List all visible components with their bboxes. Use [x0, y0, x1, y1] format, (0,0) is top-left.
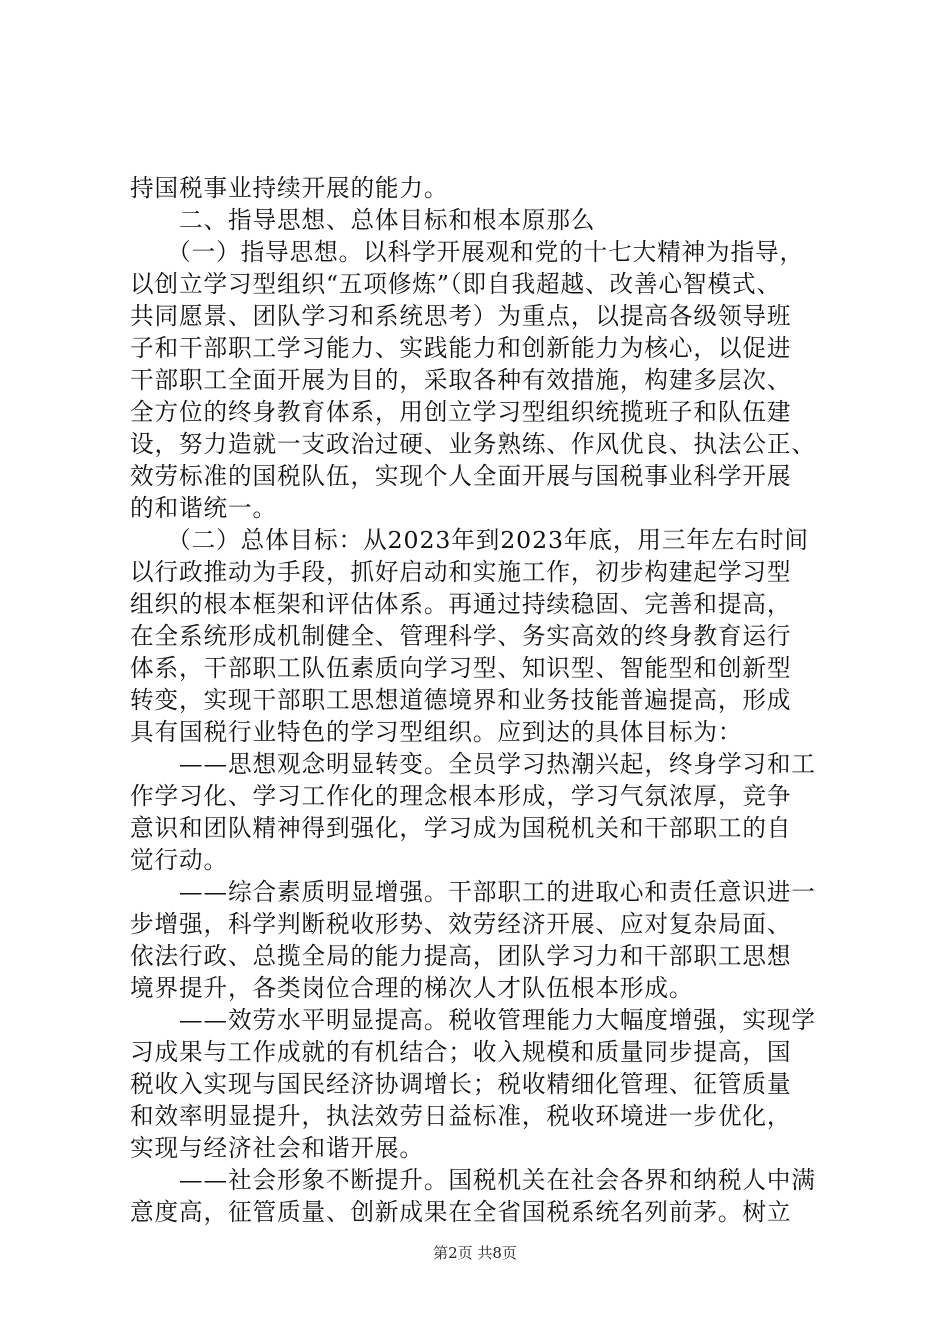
text-line: ——综合素质明显增强。干部职工的进取心和责任意识进一	[130, 878, 816, 906]
text-line: ——效劳水平明显提高。税收管理能力大幅度增强，实现学	[130, 1006, 816, 1034]
text-line: 全方位的终身教育体系，用创立学习型组织统揽班子和队伍建	[130, 398, 792, 426]
text-line: 组织的根本框架和评估体系。再通过持续稳固、完善和提高，	[130, 590, 792, 618]
text-line: 转变，实现干部职工思想道德境界和业务技能普遍提高，形成	[130, 686, 792, 714]
text-line: （二）总体目标：从2023年到2023年底，用三年左右时间	[130, 526, 809, 554]
text-line: 在全系统形成机制健全、管理科学、务实高效的终身教育运行	[130, 622, 792, 650]
text-line: 共同愿景、团队学习和系统思考）为重点，以提高各级领导班	[130, 302, 792, 330]
text-line: （一）指导思想。以科学开展观和党的十七大精神为指导，	[130, 238, 805, 266]
text-line: 和效率明显提升，执法效劳日益标准，税收环境进一步优化，	[130, 1102, 792, 1130]
text-line: 税收入实现与国民经济协调增长；税收精细化管理、征管质量	[130, 1070, 792, 1098]
text-line: 持国税事业持续开展的能力。	[130, 174, 449, 202]
section-heading: 二、指导思想、总体目标和根本原那么	[130, 206, 596, 234]
text-line: 效劳标准的国税队伍，实现个人全面开展与国税事业科学开展	[130, 462, 792, 490]
text-line: 习成果与工作成就的有机结合；收入规模和质量同步提高，国	[130, 1038, 792, 1066]
text-line: 设，努力造就一支政治过硬、业务熟练、作风优良、执法公正、	[130, 430, 816, 458]
text-line: 的和谐统一。	[130, 494, 277, 522]
text-line: ——社会形象不断提升。国税机关在社会各界和纳税人中满	[130, 1166, 816, 1194]
text-line: 作学习化、学习工作化的理念根本形成，学习气氛浓厚，竞争	[130, 782, 792, 810]
page-number-footer: 第2页 共8页	[433, 1244, 517, 1262]
text-line: 具有国税行业特色的学习型组织。应到达的具体目标为：	[130, 718, 743, 746]
text-line: 依法行政、总揽全局的能力提高，团队学习力和干部职工思想	[130, 942, 792, 970]
text-line: 干部职工全面开展为目的，采取各种有效措施，构建多层次、	[130, 366, 792, 394]
text-line: 意度高，征管质量、创新成果在全省国税系统名列前茅。树立	[130, 1198, 792, 1226]
text-line: 意识和团队精神得到强化，学习成为国税机关和干部职工的自	[130, 814, 792, 842]
text-line: 步增强，科学判断税收形势、效劳经济开展、应对复杂局面、	[130, 910, 792, 938]
text-line: ——思想观念明显转变。全员学习热潮兴起，终身学习和工	[130, 750, 816, 778]
text-line: 体系，干部职工队伍素质向学习型、知识型、智能型和创新型	[130, 654, 792, 682]
text-line: 实现与经济社会和谐开展。	[130, 1134, 424, 1162]
text-line: 以创立学习型组织“五项修炼”（即自我超越、改善心智模式、	[130, 270, 781, 298]
text-line: 觉行动。	[130, 846, 228, 874]
text-line: 子和干部职工学习能力、实践能力和创新能力为核心，以促进	[130, 334, 792, 362]
text-line: 以行政推动为手段，抓好启动和实施工作，初步构建起学习型	[130, 558, 792, 586]
text-line: 境界提升，各类岗位合理的梯次人才队伍根本形成。	[130, 974, 694, 1002]
